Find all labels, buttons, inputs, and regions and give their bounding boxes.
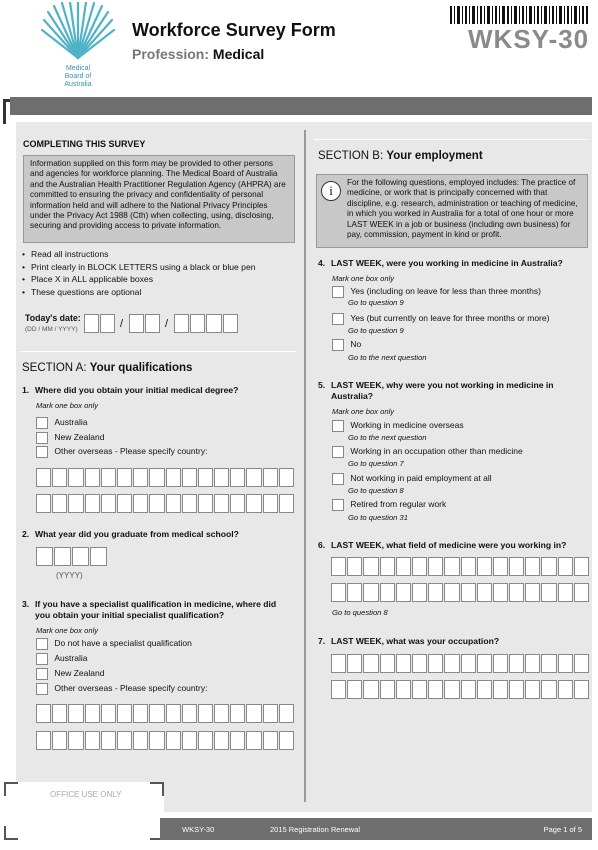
q6-field-input-row-2[interactable]	[331, 583, 590, 602]
column-divider	[304, 130, 306, 802]
option-label: Yes (but currently on leave for three months or more)	[350, 313, 550, 324]
q1-option-other-overseas[interactable]	[36, 446, 207, 458]
form-code: WKSY-30	[468, 24, 590, 54]
section-b-name: Your employment	[386, 150, 483, 162]
q4-option-yes-short-leave[interactable]	[332, 286, 541, 298]
question-text: What year did you graduate from medical school?	[35, 529, 239, 539]
question-text: If you have a specialist qualification in medicine, where did you obtain your initial specialist qualification?	[35, 599, 277, 620]
question-number: 1.	[22, 385, 30, 395]
q3-option-other-overseas[interactable]	[36, 683, 207, 695]
mark-one-hint: Mark one box only	[36, 626, 99, 635]
footer-bar	[160, 818, 592, 840]
section-a-name: Your qualifications	[89, 362, 193, 374]
completing-heading: COMPLETING THIS SURVEY	[23, 139, 146, 149]
date-separator: /	[120, 318, 124, 330]
question-text: LAST WEEK, were you working in medicine in Australia?	[331, 258, 563, 268]
goto-instruction: Go to question 9	[348, 326, 404, 335]
question-number: 5.	[318, 380, 326, 390]
question-text: LAST WEEK, what field of medicine were you working in?	[331, 540, 567, 550]
profession-value: Medical	[212, 46, 265, 62]
q3-option-no-specialist[interactable]	[36, 638, 192, 650]
section-a-title	[22, 362, 192, 374]
question-3	[22, 599, 292, 621]
corner-mark	[150, 782, 164, 796]
year-format-hint: (YYYY)	[56, 571, 83, 580]
checkbox[interactable]	[36, 432, 48, 444]
instruction-item: • Place X in ALL applicable boxes	[22, 273, 302, 286]
barcode-icon	[450, 6, 590, 24]
separator	[20, 351, 296, 352]
office-use-label: OFFICE USE ONLY	[50, 790, 122, 799]
section-b-title	[318, 150, 483, 162]
privacy-info-box: Information supplied on this form may be provided to other persons and agencies for workforce planning. The Medical Board of Australia and the Australian Health Practitioner Regulation Agency (AHPRA) are committed to ensuring the privacy and confidentiality of personal information held and will adhere to the National Privacy Principles under the Privacy Act 1988 (Cth) when collecting, using, disclosing, securing and providing access to private information.	[23, 155, 295, 243]
q1-option-new-zealand[interactable]	[36, 432, 104, 444]
goto-instruction: Go to question 9	[348, 298, 404, 307]
question-text: LAST WEEK, what was your occupation?	[331, 636, 500, 646]
question-number: 3.	[22, 599, 30, 609]
option-label: Other overseas - Please specify country:	[54, 446, 208, 457]
checkbox[interactable]	[36, 417, 48, 429]
checkbox[interactable]	[36, 653, 48, 665]
option-label: Working in an occupation other than medicine	[350, 446, 523, 457]
q3-option-new-zealand[interactable]	[36, 668, 104, 680]
barcode	[450, 6, 590, 24]
q5-option-not-working[interactable]	[332, 473, 492, 485]
q6-field-input-row-1[interactable]	[331, 557, 590, 576]
checkbox[interactable]	[332, 286, 344, 298]
date-day-input[interactable]	[84, 314, 116, 333]
question-1	[22, 385, 292, 396]
employment-info-text: For the following questions, employed includes: The practice of medicine, or work that is principally concerned with that discipline, e.g. research, administration or teaching of medicine, in which you worked in Australia for a total of one hour or more LAST WEEK in a job or business (including own business) for pay, commission, payment in kind or profit.	[347, 178, 578, 240]
question-number: 4.	[318, 258, 326, 268]
footer-page: Page 1 of 5	[543, 825, 582, 834]
q5-option-other-occupation[interactable]	[332, 446, 523, 458]
question-5	[318, 380, 568, 402]
q1-country-input-row-2[interactable]	[36, 494, 295, 513]
option-label: New Zealand	[54, 668, 105, 679]
employment-info-box	[316, 174, 588, 248]
corner-mark	[4, 826, 18, 840]
instruction-item: • Read all instructions	[22, 248, 302, 261]
q3-country-input-row-2[interactable]	[36, 731, 295, 750]
q1-option-australia[interactable]	[36, 417, 87, 429]
checkbox[interactable]	[36, 638, 48, 650]
footer-code: WKSY-30	[182, 825, 215, 834]
date-format-hint: (DD / MM / YYYY)	[25, 326, 78, 333]
q3-option-australia[interactable]	[36, 653, 87, 665]
mark-one-hint: Mark one box only	[332, 274, 395, 283]
checkbox[interactable]	[36, 668, 48, 680]
goto-instruction: Go to question 7	[348, 459, 404, 468]
option-label: Australia	[54, 417, 88, 428]
q5-option-overseas[interactable]	[332, 420, 464, 432]
option-label: Not working in paid employment at all	[350, 473, 492, 484]
date-year-input[interactable]	[174, 314, 239, 333]
checkbox[interactable]	[332, 313, 344, 325]
option-label: Yes (including on leave for less than three months)	[350, 286, 541, 297]
option-label: New Zealand	[54, 432, 105, 443]
question-6	[318, 540, 588, 551]
option-label: No	[350, 339, 362, 350]
logo-fan-icon	[38, 2, 118, 60]
graduation-year-input[interactable]	[36, 547, 108, 566]
checkbox[interactable]	[332, 339, 344, 351]
logo-line-2: Board of	[64, 73, 92, 80]
q4-option-yes-long-leave[interactable]	[332, 313, 549, 325]
date-separator: /	[165, 318, 169, 330]
q3-country-input-row-1[interactable]	[36, 704, 295, 723]
separator	[314, 139, 588, 140]
goto-instruction: Go to the next question	[348, 353, 427, 362]
goto-instruction: Go to the next question	[348, 433, 427, 442]
header-bar	[10, 97, 592, 115]
footer-title: 2015 Registration Renewal	[270, 825, 361, 834]
q7-occupation-input-row-1[interactable]	[331, 654, 590, 673]
option-label: Do not have a specialist qualification	[54, 638, 192, 649]
option-label: Working in medicine overseas	[350, 420, 464, 431]
date-month-input[interactable]	[129, 314, 161, 333]
profession-label: Profession:	[132, 46, 210, 62]
checkbox[interactable]	[332, 499, 344, 511]
question-7	[318, 636, 588, 647]
instructions-list	[22, 248, 302, 298]
logo-line-1: Medical	[65, 65, 91, 72]
section-b-label: SECTION B:	[318, 150, 384, 162]
question-number: 6.	[318, 540, 326, 550]
question-number: 7.	[318, 636, 326, 646]
checkbox[interactable]	[332, 473, 344, 485]
goto-instruction: Go to question 31	[348, 513, 408, 522]
question-2	[22, 529, 292, 540]
option-label: Other overseas - Please specify country:	[54, 683, 208, 694]
goto-instruction: Go to question 8	[332, 608, 388, 617]
mark-one-hint: Mark one box only	[36, 401, 99, 410]
q1-country-input-row-1[interactable]	[36, 468, 295, 487]
section-a-label: SECTION A:	[22, 362, 87, 374]
option-label: Australia	[54, 653, 88, 664]
option-label: Retired from regular work	[350, 499, 447, 510]
question-text: LAST WEEK, why were you not working in medicine in Australia?	[331, 380, 554, 401]
office-use-box	[4, 782, 164, 840]
page-title: Workforce Survey Form	[132, 20, 336, 40]
checkbox[interactable]	[36, 683, 48, 695]
instruction-item: • Print clearly in BLOCK LETTERS using a black or blue pen	[22, 261, 302, 274]
mark-one-hint: Mark one box only	[332, 407, 395, 416]
instruction-item: • These questions are optional	[22, 286, 302, 299]
question-number: 2.	[22, 529, 30, 539]
question-4	[318, 258, 588, 269]
question-text: Where did you obtain your initial medical degree?	[35, 385, 239, 395]
profession	[132, 46, 264, 62]
todays-date-label: Today's date:	[25, 313, 81, 323]
logo-line-3: Australia	[64, 81, 92, 88]
corner-mark	[4, 782, 18, 796]
logo	[38, 2, 118, 88]
checkbox[interactable]	[36, 446, 48, 458]
info-icon: i	[321, 181, 341, 201]
goto-instruction: Go to question 8	[348, 486, 404, 495]
checkbox[interactable]	[332, 446, 344, 458]
q7-occupation-input-row-2[interactable]	[331, 680, 590, 699]
checkbox[interactable]	[332, 420, 344, 432]
q4-option-no[interactable]	[332, 339, 361, 351]
q5-option-retired[interactable]	[332, 499, 446, 511]
